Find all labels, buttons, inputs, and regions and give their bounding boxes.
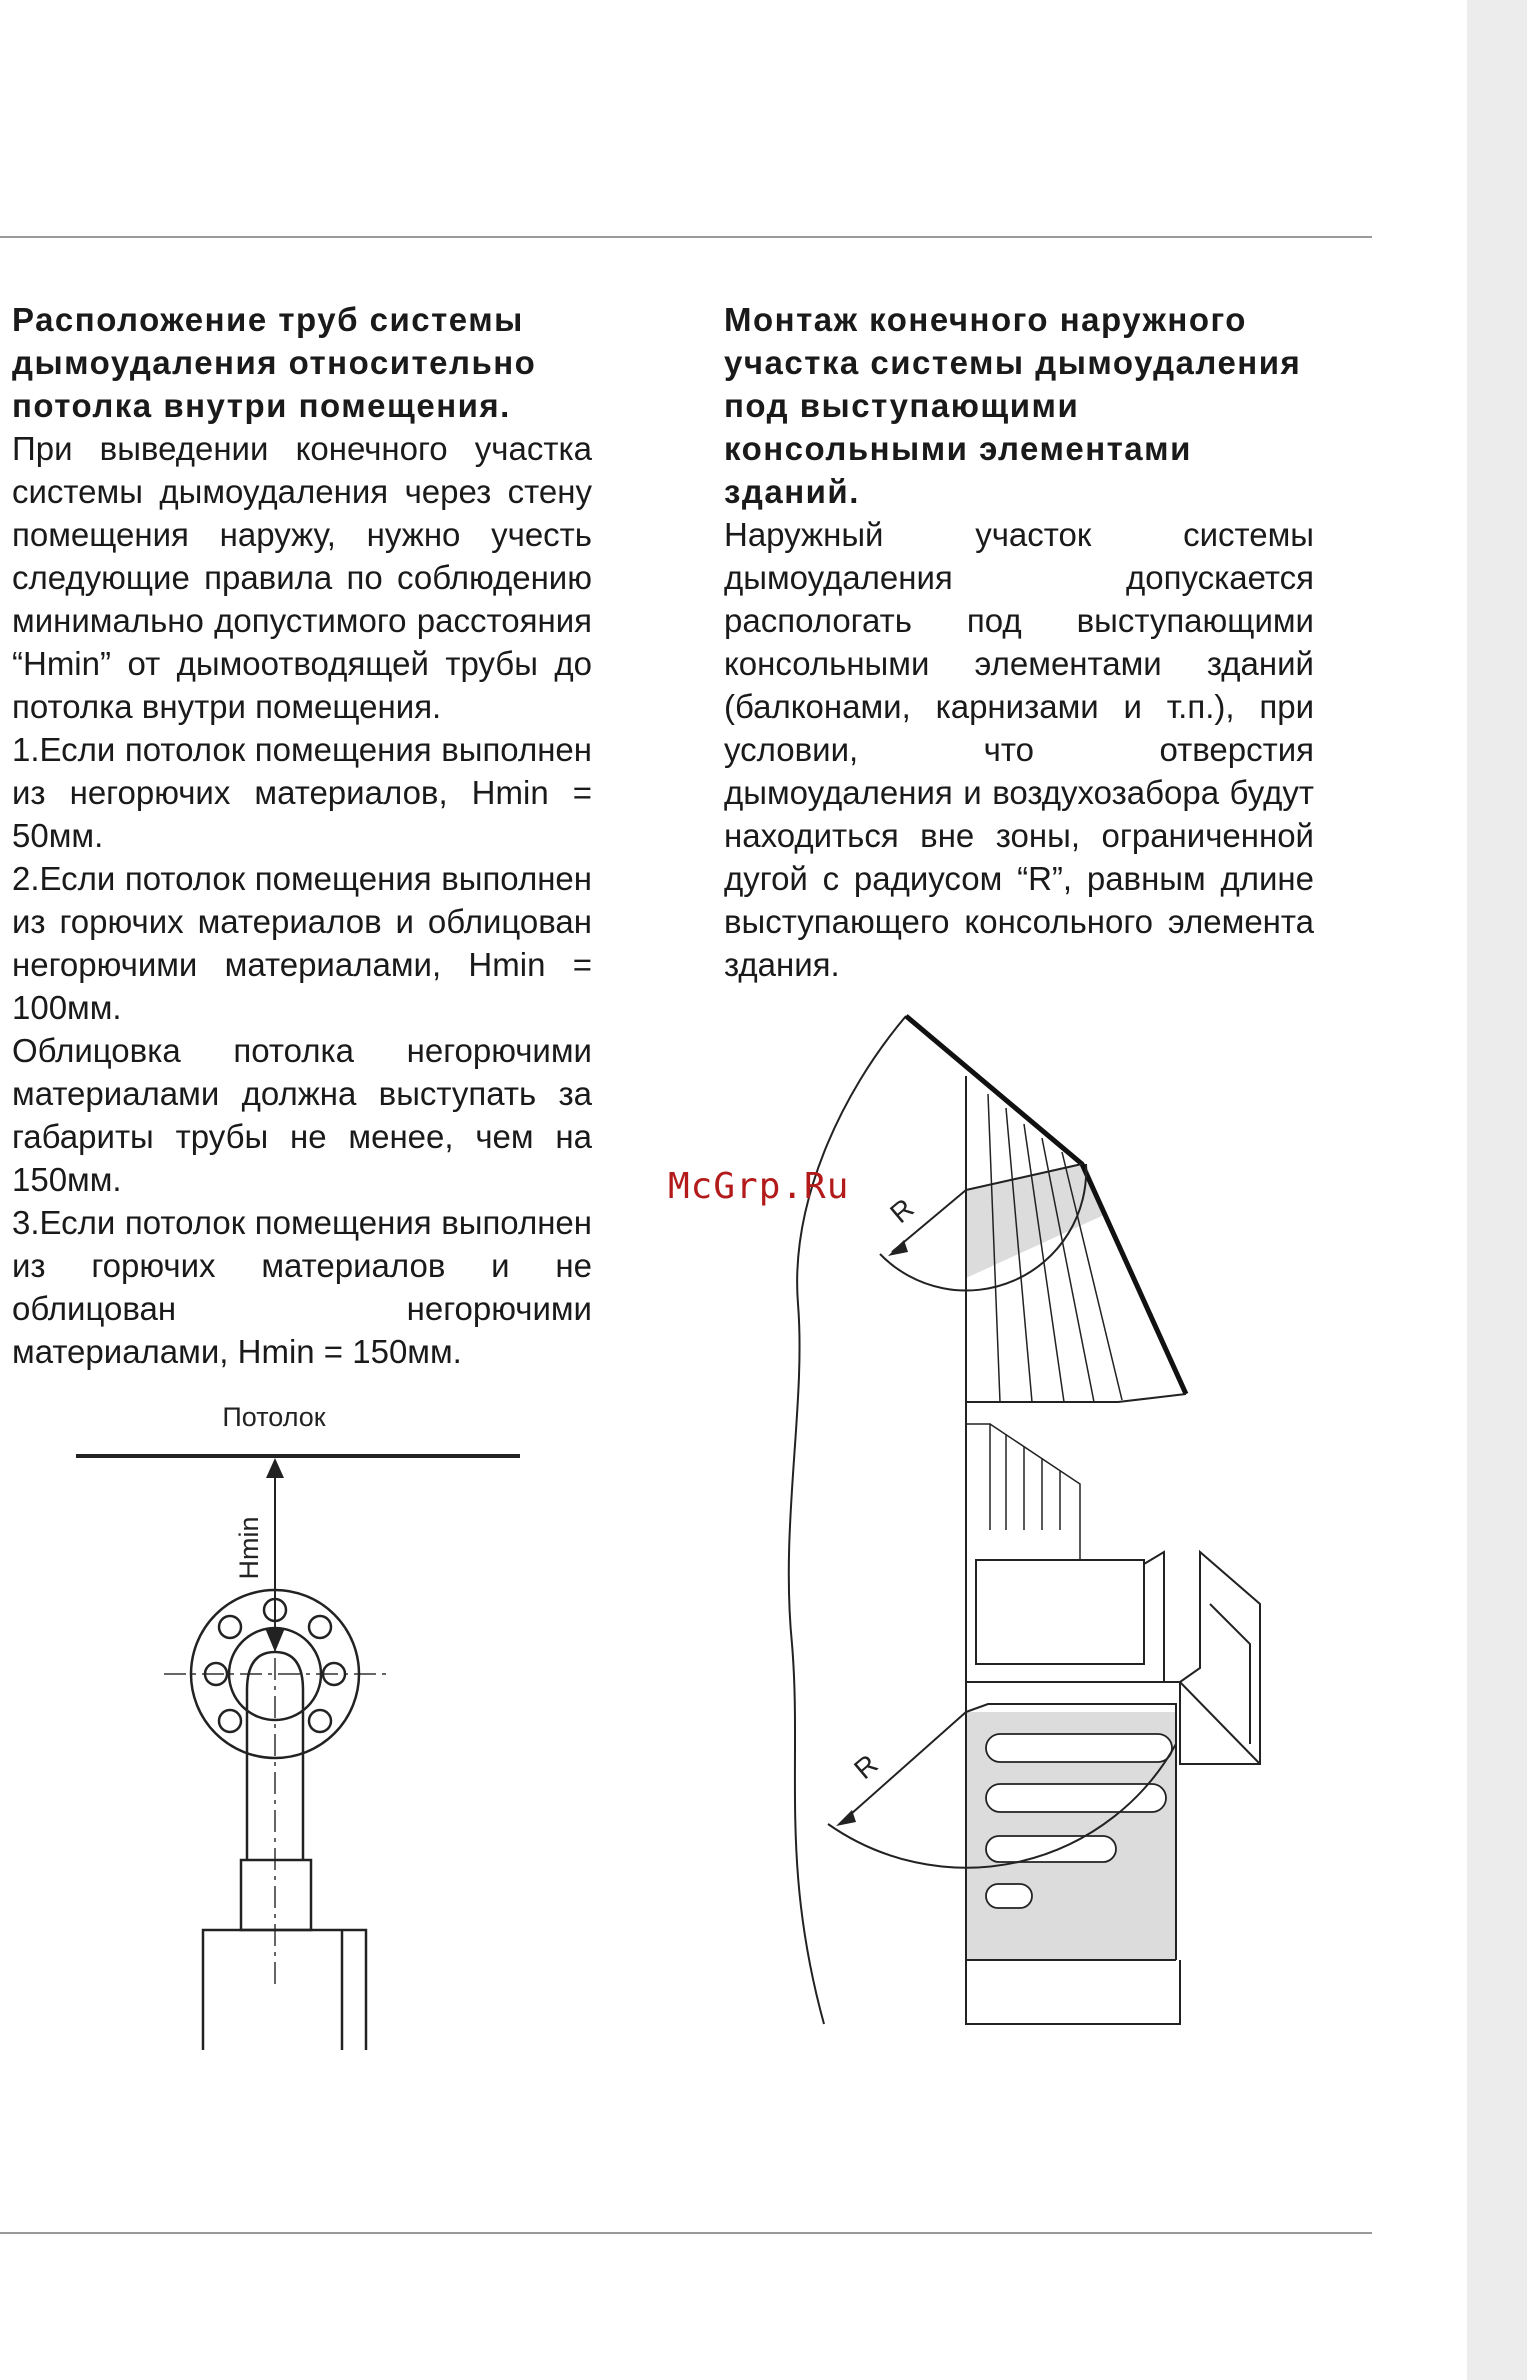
bolt-hole (309, 1710, 331, 1732)
bolt-hole (309, 1616, 331, 1638)
flue-pipe (986, 1836, 1116, 1862)
window-frame (966, 1424, 1080, 1560)
rule-1-paragraph: 1.Если потолок помещения выполнен из негорючих материалов, Hmin = 50мм. (12, 731, 592, 854)
lower-radius-label: R (848, 1748, 884, 1786)
building-overhang-diagram (780, 1004, 1280, 2044)
top-divider (0, 236, 1372, 238)
right-column (724, 298, 1314, 986)
left-column (12, 298, 592, 1373)
left-heading: Расположение труб системы дымоудаления относительно потолка внутри помещения. (12, 301, 537, 424)
flue-pipe (986, 1884, 1032, 1908)
pipe-top-marker (265, 1628, 285, 1652)
ceiling-label: Потолок (222, 1402, 326, 1432)
rule-3-paragraph: 3.Если потолок помещения выполнен из горючих материалов и не облицован негорючими материалами, Hmin = 150мм. (12, 1204, 592, 1370)
hmin-label: Hmin (234, 1516, 264, 1580)
upper-radius-label: R (884, 1192, 920, 1230)
right-heading: Монтаж конечного наружного участка системы дымоудаления под выступающими консольными элементами зданий. (724, 301, 1302, 510)
flue-pipe (986, 1784, 1166, 1812)
bottom-divider (0, 2232, 1372, 2234)
hmin-arrow-head (266, 1458, 284, 1478)
rule-2-paragraph: 2.Если потолок помещения выполнен из горючих материалов и облицован негорючими материалами, Hmin = 100мм. (12, 860, 592, 1026)
left-intro-paragraph: При выведении конечного участка системы дымоудаления через стену помещения наружу, нужно учесть следующие правила по соблюдению минимально допустимого расстояния “Hmin” от дымоотводящей трубы до потолка внутри помещения. (12, 430, 592, 725)
outer-pipe (203, 1930, 366, 2050)
page-edge-band (1467, 0, 1527, 2380)
flue-pipe (986, 1734, 1172, 1762)
bolt-hole (219, 1616, 241, 1638)
pipe-coupling (241, 1860, 311, 1930)
balcony-block (976, 1560, 1144, 1664)
pipe-ceiling-diagram (0, 1390, 560, 2060)
cladding-paragraph: Облицовка потолка негорючими материалами должна выступать за габариты трубы не менее, чем на 150мм. (12, 1032, 592, 1198)
bolt-hole (219, 1710, 241, 1732)
right-paragraph: Наружный участок системы дымоудаления допускается распологать под выступающими консольными элементами зданий (балконами, карнизами и т.п.), при условии, что отверстия дымоудаления и воздухозабора будут находиться вне зоны, ограниченной дугой с радиусом “R”, равным длине выступающего консольного элемента здания. (724, 516, 1314, 983)
watermark: McGrp.Ru (668, 1166, 850, 1207)
